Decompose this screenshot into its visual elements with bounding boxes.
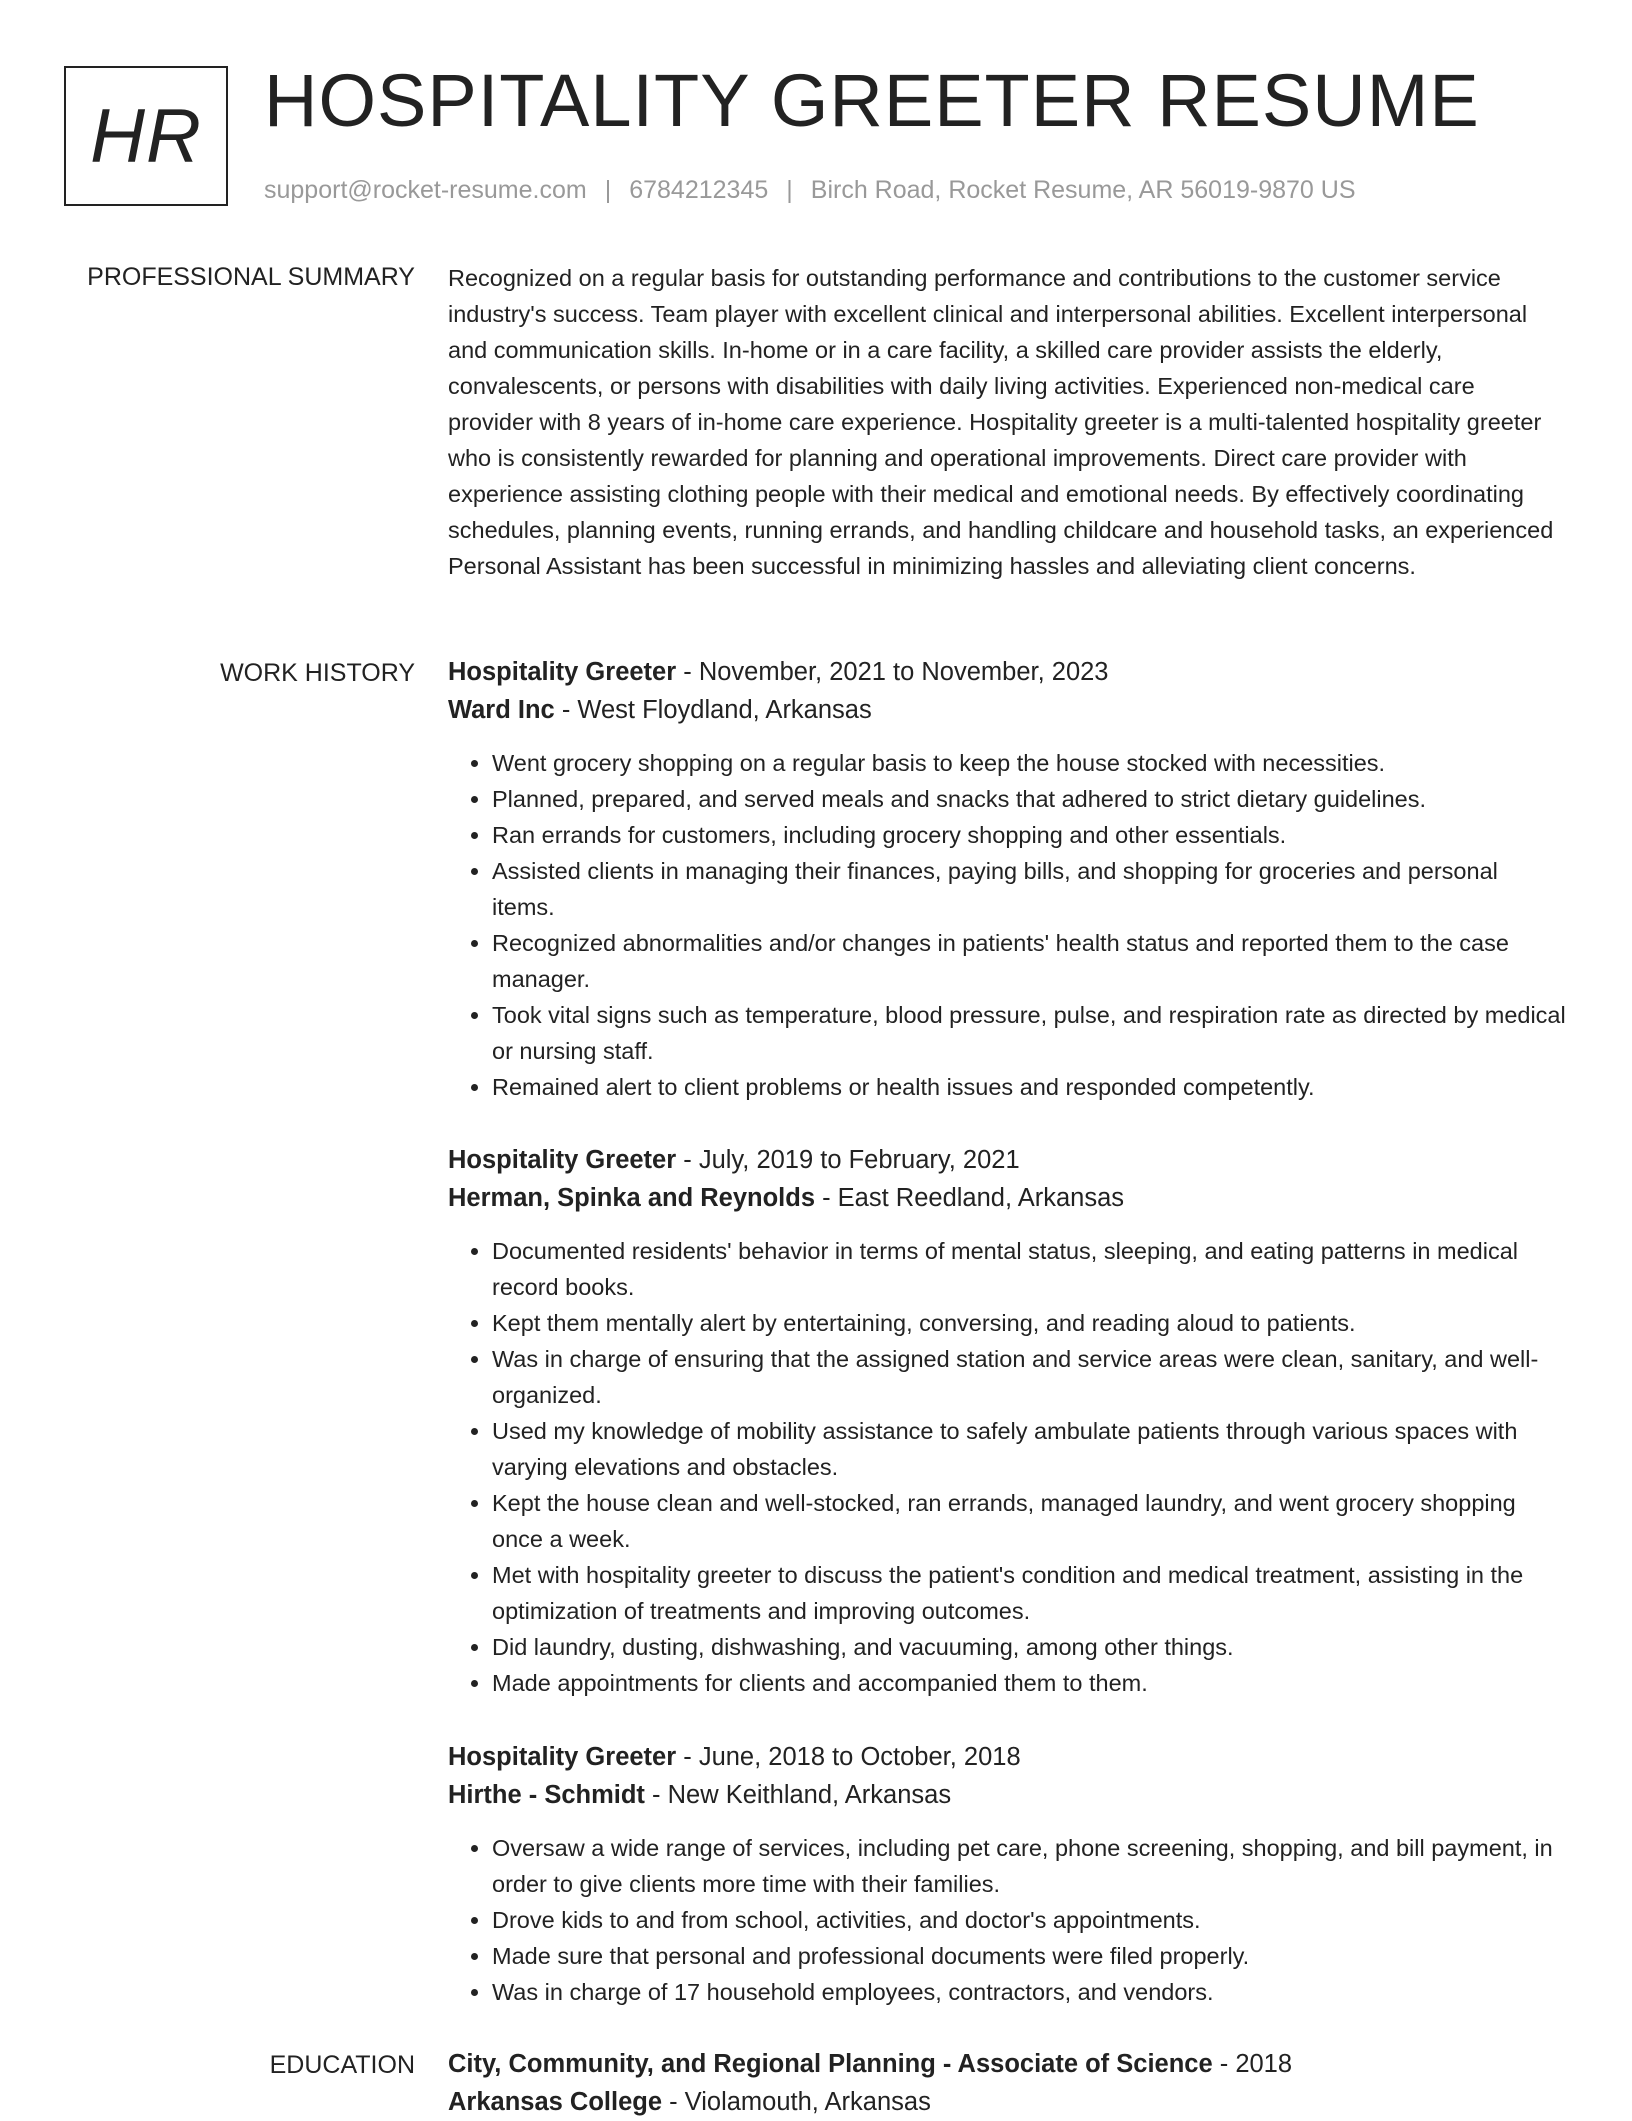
list-item: • Remained alert to client problems or health issues and responded competently. [492, 1069, 1566, 1105]
list-item: • Did laundry, dusting, dishwashing, and vacuuming, among other things. [492, 1629, 1566, 1665]
education-year: - 2018 [1212, 2050, 1293, 2078]
list-item: • Planned, prepared, and served meals and snacks that adhered to strict dietary guidelines. [492, 781, 1566, 817]
job-company-line [448, 1776, 1566, 1814]
list-item: • Took vital signs such as temperature, blood pressure, pulse, and respiration rate as directed by medical or nursing staff. [492, 997, 1566, 1069]
job-company-line [448, 1179, 1566, 1217]
list-item: • Drove kids to and from school, activities, and doctor's appointments. [492, 1902, 1566, 1938]
job-title: Hospitality Greeter [448, 658, 677, 686]
job-title: Hospitality Greeter [448, 1743, 677, 1771]
contact-line [264, 175, 1356, 205]
list-item: • Went grocery shopping on a regular basis to keep the house stocked with necessities. [492, 745, 1566, 781]
section-label-summary: PROFESSIONAL SUMMARY [87, 263, 415, 291]
job-location: - West Floydland, Arkansas [554, 696, 872, 724]
section-label-work-history: WORK HISTORY [220, 659, 415, 687]
education-entry [448, 2045, 1566, 2121]
list-item: • Used my knowledge of mobility assistance to safely ambulate patients through various spaces with varying elevations and obstacles. [492, 1413, 1566, 1485]
list-item: • Recognized abnormalities and/or changes in patients' health status and reported them to the case manager. [492, 925, 1566, 997]
contact-separator: | [604, 176, 612, 204]
summary-text: Recognized on a regular basis for outstanding performance and contributions to the customer service industry's success. Team player with excellent clinical and interpersonal abilities. Excellent interpersonal and communication skills. In-home or in a care facility, a skilled care provider assists the elderly, convalescents, or persons with disabilities with daily living activities. Experienced non-medical care provider with 8 years of in-home care experience. Hospitality greeter is a multi-talented hospitality greeter who is consistently rewarded for planning and operational improvements. Direct care provider with experience assisting clothing people with their medical and emotional needs. By effectively coordinating schedules, planning events, running errands, and handling childcare and household tasks, an experienced Personal Assistant has been successful in minimizing hassles and alleviating client concerns. [448, 265, 1554, 579]
list-item: • Oversaw a wide range of services, including pet care, phone screening, shopping, and bill payment, in order to give clients more time with their families. [492, 1830, 1566, 1902]
list-item: • Kept the house clean and well-stocked, ran errands, managed laundry, and went grocery shopping once a week. [492, 1485, 1566, 1557]
job-duties-list [448, 1233, 1566, 1701]
job-title-line [448, 1141, 1566, 1179]
job-entry [448, 1738, 1566, 2010]
list-item: • Made appointments for clients and accompanied them to them. [492, 1665, 1566, 1701]
education-school: Arkansas College [448, 2088, 663, 2116]
job-dates: - November, 2021 to November, 2023 [676, 658, 1109, 686]
contact-separator: | [786, 176, 793, 204]
job-title-line [448, 1738, 1566, 1776]
job-duties-list [448, 1830, 1566, 2010]
job-title: Hospitality Greeter [448, 1146, 677, 1174]
job-dates: - June, 2018 to October, 2018 [676, 1743, 1021, 1771]
job-company: Hirthe - Schmidt [448, 1781, 645, 1809]
contact-phone: 6784212345 [629, 176, 769, 204]
job-dates: - July, 2019 to February, 2021 [676, 1146, 1020, 1174]
monogram-logo: HR [64, 66, 228, 206]
list-item: • Assisted clients in managing their finances, paying bills, and shopping for groceries and personal items. [492, 853, 1566, 925]
page-title: HOSPITALITY GREETER RESUME [264, 59, 1480, 142]
list-item: • Was in charge of ensuring that the assigned station and service areas were clean, sanitary, and well-organized. [492, 1341, 1566, 1413]
job-title-line [448, 653, 1566, 691]
list-item: • Documented residents' behavior in terms of mental status, sleeping, and eating patterns in medical record books. [492, 1233, 1566, 1305]
list-item: • Was in charge of 17 household employees, contractors, and vendors. [492, 1974, 1566, 2010]
job-company: Herman, Spinka and Reynolds [448, 1184, 816, 1212]
job-location: - East Reedland, Arkansas [815, 1184, 1125, 1212]
list-item: • Kept them mentally alert by entertaining, conversing, and reading aloud to patients. [492, 1305, 1566, 1341]
section-label-education: EDUCATION [269, 2051, 415, 2079]
list-item: • Made sure that personal and professional documents were filed properly. [492, 1938, 1566, 1974]
contact-email: support@rocket-resume.com [264, 176, 587, 204]
job-company: Ward Inc [448, 696, 555, 724]
list-item: • Met with hospitality greeter to discuss the patient's condition and medical treatment, assisting in the optimization of treatments and improving outcomes. [492, 1557, 1566, 1629]
education-school-line [448, 2083, 1566, 2121]
job-entry [448, 653, 1566, 1105]
job-company-line [448, 691, 1566, 729]
education-location: - Violamouth, Arkansas [662, 2088, 931, 2116]
job-duties-list [448, 745, 1566, 1105]
job-entry [448, 1141, 1566, 1701]
job-location: - New Keithland, Arkansas [644, 1781, 952, 1809]
list-item: • Ran errands for customers, including grocery shopping and other essentials. [492, 817, 1566, 853]
education-degree: City, Community, and Regional Planning - Associate of Science [448, 2050, 1213, 2078]
summary-section [448, 260, 1566, 584]
education-degree-line [448, 2045, 1566, 2083]
contact-address: Birch Road, Rocket Resume, AR 56019-9870 US [810, 176, 1356, 204]
